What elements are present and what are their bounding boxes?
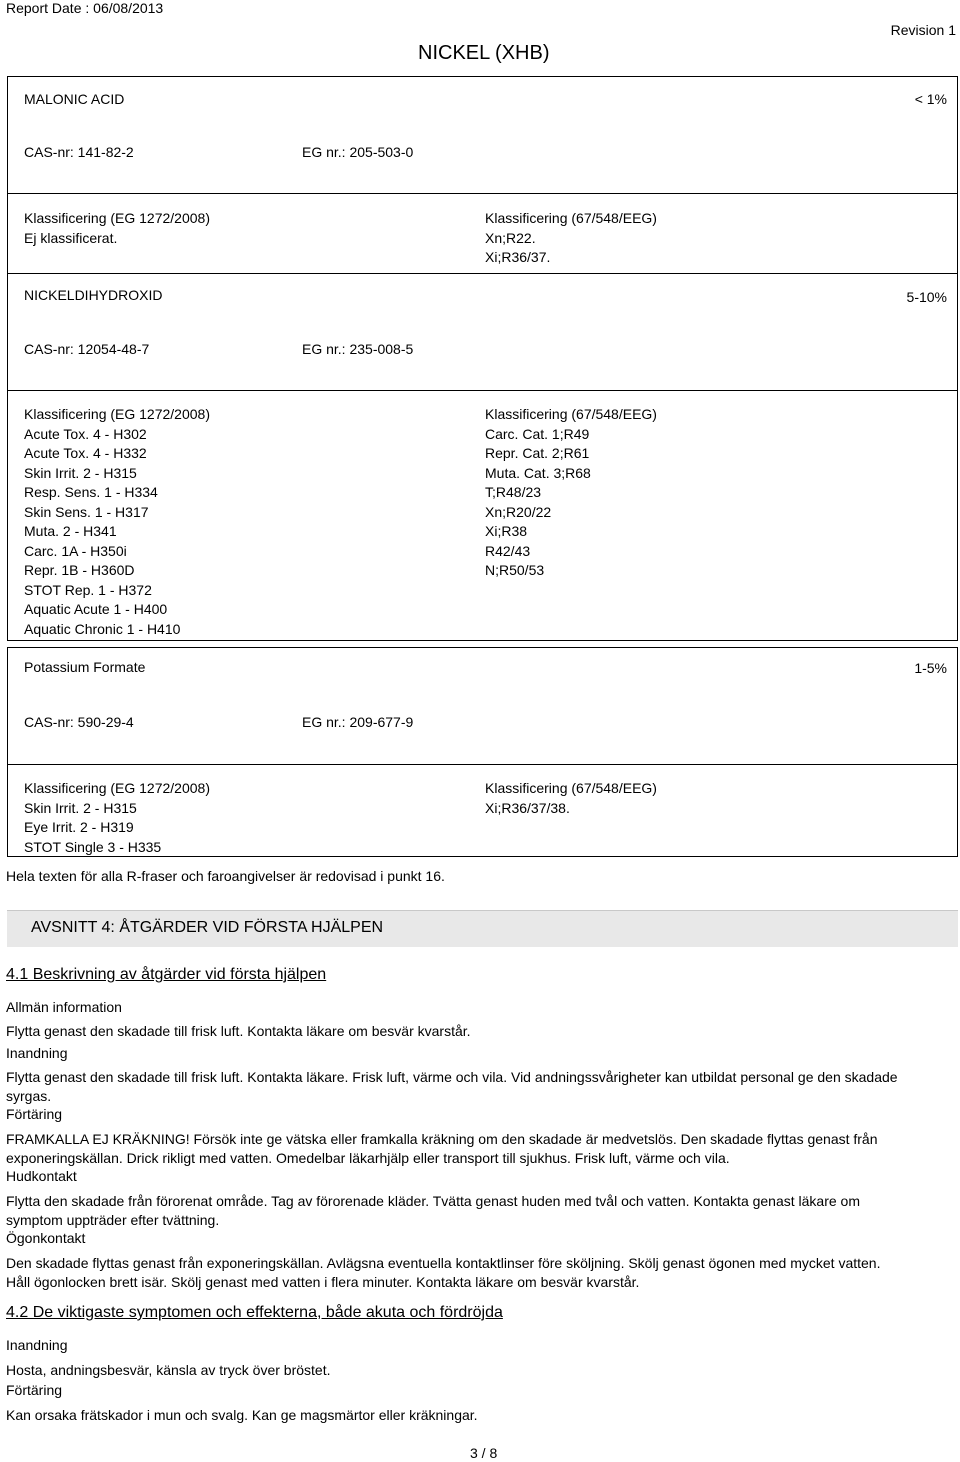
clp-line: STOT Single 3 - H335 <box>24 839 162 855</box>
substance-box-malonic-acid <box>7 76 958 274</box>
document-title: NICKEL (XHB) <box>418 42 550 64</box>
substance-percent: 5-10% <box>906 289 947 305</box>
dsd-line: Carc. Cat. 1;R49 <box>485 426 590 442</box>
substance-name: Potassium Formate <box>24 659 146 675</box>
clp-line: Skin Irrit. 2 - H315 <box>24 800 137 816</box>
subsection-heading-4-1: 4.1 Beskrivning av åtgärder vid första hjälpen <box>6 966 327 983</box>
clp-line: STOT Rep. 1 - H372 <box>24 582 152 598</box>
divider <box>7 390 958 391</box>
clp-line: Skin Irrit. 2 - H315 <box>24 465 137 481</box>
clp-line: Ej klassificerat. <box>24 230 118 246</box>
clp-line: Klassificering (EG 1272/2008) <box>24 406 210 422</box>
substance-percent: < 1% <box>914 91 947 107</box>
section-heading-band <box>7 910 958 947</box>
substance-box-potassium-formate <box>7 647 958 857</box>
dsd-line: Klassificering (67/548/EEG) <box>485 210 657 226</box>
block-label: Ögonkontakt <box>6 1230 86 1246</box>
subsection-heading-4-2: 4.2 De viktigaste symptomen och effekterna, både akuta och fördröjda <box>6 1304 503 1321</box>
divider <box>7 764 958 765</box>
substance-box-nickeldihydroxid <box>7 273 958 641</box>
clp-line: Aquatic Chronic 1 - H410 <box>24 621 181 637</box>
clp-line: Eye Irrit. 2 - H319 <box>24 819 134 835</box>
dsd-line: Repr. Cat. 2;R61 <box>485 445 590 461</box>
dsd-line: R42/43 <box>485 543 531 559</box>
clp-line: Klassificering (EG 1272/2008) <box>24 210 210 226</box>
clp-line: Klassificering (EG 1272/2008) <box>24 780 210 796</box>
block-text: Flytta genast den skadade till frisk luft. Kontakta läkare om besvär kvarstår. <box>6 1023 471 1039</box>
page-number: 3 / 8 <box>470 1445 498 1461</box>
clp-line: Acute Tox. 4 - H302 <box>24 426 147 442</box>
cas-number: CAS-nr: 12054-48-7 <box>24 341 150 357</box>
dsd-line: Muta. Cat. 3;R68 <box>485 465 591 481</box>
dsd-line: Xi;R36/37/38. <box>485 800 570 816</box>
dsd-line: Xn;R22. <box>485 230 536 246</box>
eg-number: EG nr.: 209-677-9 <box>302 714 414 730</box>
block-text: FRAMKALLA EJ KRÄKNING! Försök inte ge vätska eller framkalla kräkning om den skadade är medvetslös. Den skadade flyttas genast från exponeringskällan. Drick rikligt med vatten. Omedelbar läkarhjälp eller transport till sjukhus. Frisk luft, värme och vila. <box>6 1131 878 1166</box>
block-label: Förtäring <box>6 1106 63 1122</box>
clp-line: Aquatic Acute 1 - H400 <box>24 601 168 617</box>
clp-line: Repr. 1B - H360D <box>24 562 135 578</box>
clp-line: Acute Tox. 4 - H332 <box>24 445 147 461</box>
clp-line: Skin Sens. 1 - H317 <box>24 504 149 520</box>
revision-label: Revision 1 <box>890 22 956 38</box>
eg-number: EG nr.: 235-008-5 <box>302 341 414 357</box>
block-label: Förtäring <box>6 1382 63 1398</box>
dsd-line: N;R50/53 <box>485 562 545 578</box>
block-text: Kan orsaka frätskador i mun och svalg. Kan ge magsmärtor eller kräkningar. <box>6 1407 478 1423</box>
cas-number: CAS-nr: 590-29-4 <box>24 714 134 730</box>
eg-number: EG nr.: 205-503-0 <box>302 144 414 160</box>
clp-line: Carc. 1A - H350i <box>24 543 127 559</box>
substance-name: NICKELDIHYDROXID <box>24 287 163 303</box>
substance-name: MALONIC ACID <box>24 91 125 107</box>
report-date: Report Date : 06/08/2013 <box>6 0 164 16</box>
block-text: Den skadade flyttas genast från exponeringskällan. Avlägsna eventuella kontaktlinser före sköljning. Skölj genast ögonen med mycket vatten. Håll ögonlocken brett isär. Skölj genast med vatten i flera minuter. Kontakta läkare om besvär kvarstår. <box>6 1255 881 1290</box>
full-text-note: Hela texten för alla R-fraser och faroangivelser är redovisad i punkt 16. <box>6 868 445 884</box>
substance-percent: 1-5% <box>914 660 947 676</box>
section-heading: AVSNITT 4: ÅTGÄRDER VID FÖRSTA HJÄLPEN <box>31 919 384 936</box>
dsd-line: Klassificering (67/548/EEG) <box>485 780 657 796</box>
dsd-line: Xn;R20/22 <box>485 504 552 520</box>
cas-number: CAS-nr: 141-82-2 <box>24 144 134 160</box>
block-label: Inandning <box>6 1045 68 1061</box>
block-label: Inandning <box>6 1337 68 1353</box>
block-text: Flytta den skadade från förorenat område. Tag av förorenade kläder. Tvätta genast huden med tvål och vatten. Kontakta genast läkare om symptom uppträder efter tvättning. <box>6 1193 861 1228</box>
dsd-line: Xi;R36/37. <box>485 249 551 265</box>
dsd-line: Klassificering (67/548/EEG) <box>485 406 657 422</box>
block-text: Hosta, andningsbesvär, känsla av tryck över bröstet. <box>6 1362 331 1378</box>
block-text: Flytta genast den skadade till frisk luft. Kontakta läkare. Frisk luft, värme och vila. Vid andningssvårigheter kan utbildat personal ge den skadade syrgas. <box>6 1069 898 1104</box>
dsd-line: T;R48/23 <box>485 484 542 500</box>
block-label: Hudkontakt <box>6 1168 77 1184</box>
block-label: Allmän information <box>6 999 122 1015</box>
divider <box>7 193 958 194</box>
dsd-line: Xi;R38 <box>485 523 528 539</box>
clp-line: Muta. 2 - H341 <box>24 523 117 539</box>
clp-line: Resp. Sens. 1 - H334 <box>24 484 158 500</box>
